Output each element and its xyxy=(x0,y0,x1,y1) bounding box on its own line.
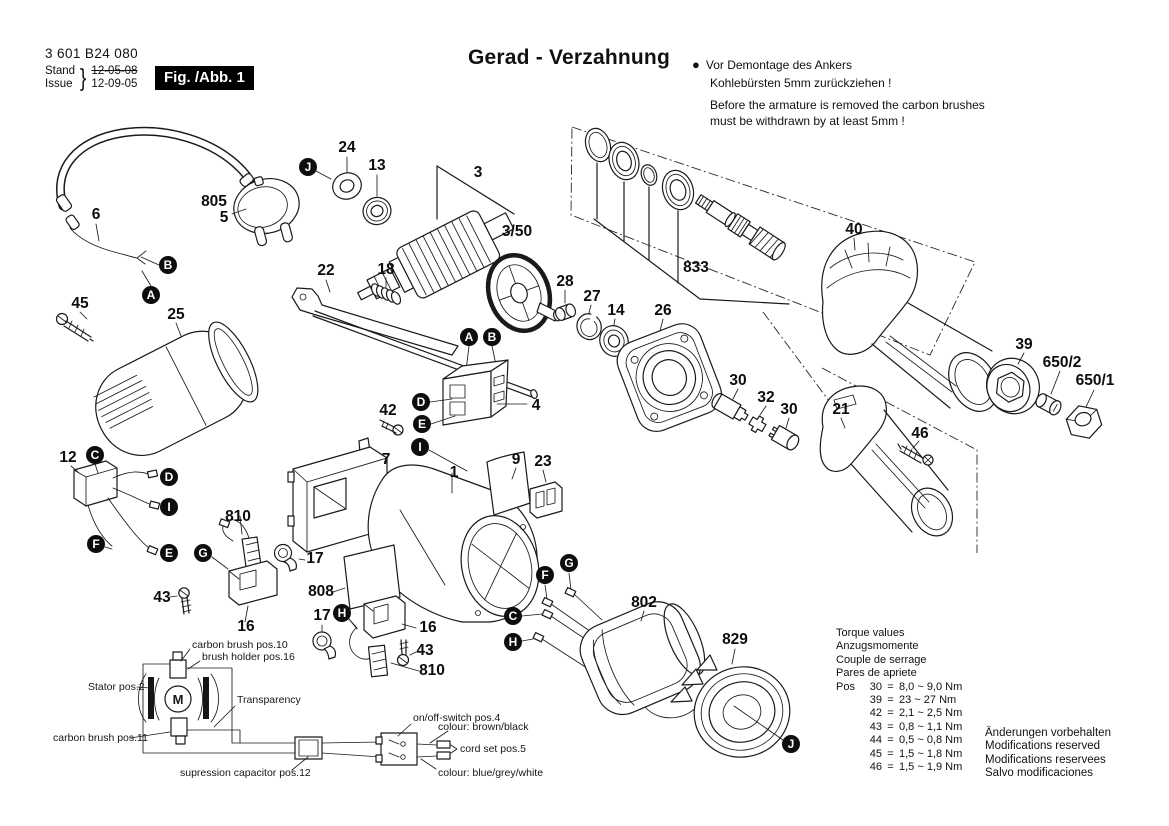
svg-text:B: B xyxy=(487,330,497,345)
badge-b-cord xyxy=(159,256,177,274)
notice-en-line2: must be withdrawn by at least 5mm ! xyxy=(710,114,905,128)
callout-650-1: 650/1 xyxy=(1075,372,1115,389)
torque-row: 44 = 0,5 ~ 0,8 Nm xyxy=(869,734,963,747)
torque-title-en: Torque values xyxy=(836,627,905,639)
badge-h-brush-right xyxy=(333,604,351,622)
badge-i-capacitor xyxy=(160,498,178,516)
svg-text:B: B xyxy=(163,258,173,273)
svg-text:E: E xyxy=(164,546,174,561)
badge-j-deflector xyxy=(782,735,800,753)
callout-24: 24 xyxy=(338,139,356,156)
spindle-shaft xyxy=(693,191,788,262)
motor-letter: M xyxy=(172,692,184,707)
torque-title-de: Anzugsmomente xyxy=(836,640,919,653)
coupling-30-left xyxy=(710,392,751,425)
callout-829: 829 xyxy=(722,631,748,648)
svg-text:H: H xyxy=(508,635,518,650)
notice-de-line1: Vor Demontage des Ankers xyxy=(705,58,852,72)
callout-45: 45 xyxy=(71,295,89,312)
footer-line-es: Salvo modificaciones xyxy=(985,767,1094,780)
stator-bar-right xyxy=(203,677,209,719)
badge-d-capacitor xyxy=(160,468,178,486)
date-new: 12-09-05 xyxy=(91,78,138,90)
badge-b-switch xyxy=(483,328,501,346)
badge-c-capacitor xyxy=(86,446,104,464)
brush-top xyxy=(170,660,186,678)
dates xyxy=(91,65,137,91)
callout-22: 22 xyxy=(317,262,335,279)
callout-12: 12 xyxy=(59,449,77,466)
callout-4: 4 xyxy=(531,397,541,414)
svg-text:F: F xyxy=(92,537,100,552)
svg-text:J: J xyxy=(304,160,312,175)
callout-42: 42 xyxy=(379,402,397,419)
mains-plug xyxy=(227,169,309,254)
notice-de-line2: Kohlebürsten 5mm zurückziehen ! xyxy=(710,76,892,90)
wiring-schematic xyxy=(53,639,543,779)
bullet-icon: ● xyxy=(692,57,700,72)
coupling-30-right xyxy=(768,424,801,452)
callout-30-left: 30 xyxy=(729,372,747,389)
callout-43-left: 43 xyxy=(153,589,171,606)
svg-text:I: I xyxy=(167,500,171,515)
badge-d-switch xyxy=(412,393,430,411)
brush-cap-17-left xyxy=(275,545,306,572)
callout-6: 6 xyxy=(91,206,101,223)
label-carbon-brush-10: carbon brush pos.10 xyxy=(192,639,288,651)
callout-802: 802 xyxy=(631,594,657,611)
screw-42 xyxy=(380,420,403,435)
badge-e-capacitor xyxy=(160,544,178,562)
callout-26: 26 xyxy=(654,302,672,319)
svg-text:D: D xyxy=(164,470,174,485)
callout-650-2: 650/2 xyxy=(1042,354,1082,371)
callout-5: 5 xyxy=(219,209,229,226)
callout-3-50: 3/50 xyxy=(501,223,533,240)
label-cord-set: cord set pos.5 xyxy=(460,743,526,755)
label-suppression-capacitor: supression capacitor pos.12 xyxy=(180,767,311,779)
svg-text:H: H xyxy=(337,606,347,621)
badge-i-switch xyxy=(411,438,429,456)
page-title: Gerad - Verzahnung xyxy=(468,46,670,69)
callout-46: 46 xyxy=(911,425,929,442)
footer-line-de: Änderungen vorbehalten xyxy=(985,727,1111,739)
badge-g-stator xyxy=(560,554,578,572)
callout-40: 40 xyxy=(845,221,863,238)
callout-23: 23 xyxy=(534,453,552,470)
torque-row: 43 = 0,8 ~ 1,1 Nm xyxy=(869,720,963,733)
callout-805: 805 xyxy=(201,193,227,210)
screw-43-right xyxy=(398,640,417,666)
badge-c-stator xyxy=(504,607,522,625)
label-transparency: Transparency xyxy=(237,694,301,706)
stator-bar-left xyxy=(148,677,154,719)
coupling-star-32 xyxy=(747,414,768,435)
torque-title-fr: Couple de serrage xyxy=(836,653,927,666)
callout-3: 3 xyxy=(473,164,483,181)
label-colour-bottom: colour: blue/grey/white xyxy=(438,767,544,779)
brush-holder-16-right xyxy=(364,596,416,638)
warning-notice xyxy=(692,56,1052,129)
footer-line-fr: Modifications reservees xyxy=(985,753,1106,766)
figure-label: Fig. /Abb. 1 xyxy=(155,66,254,90)
callout-13: 13 xyxy=(368,157,386,174)
brush-holder-16-left xyxy=(212,557,277,622)
connector-top xyxy=(437,741,450,748)
svg-text:G: G xyxy=(198,546,208,561)
rear-cover-25 xyxy=(81,314,269,470)
lock-button-23 xyxy=(530,470,562,518)
badge-g-brush-left xyxy=(194,544,212,562)
callout-7: 7 xyxy=(381,451,391,468)
bushing-28 xyxy=(554,303,577,322)
badge-a-cord xyxy=(142,286,160,304)
label-carbon-brush-11: carbon brush pos.11 xyxy=(53,732,148,744)
suppression-capacitor-12 xyxy=(74,461,160,555)
torque-row: 42 = 2,1 ~ 2,5 Nm xyxy=(869,707,963,720)
badge-f-stator xyxy=(536,566,554,584)
clamping-nut-650-1 xyxy=(1064,401,1105,443)
torque-title-es: Pares de apriete xyxy=(836,667,917,680)
badge-a-switch xyxy=(460,328,478,346)
notice-en-line1: Before the armature is removed the carbon brushes xyxy=(710,98,985,112)
svg-text:C: C xyxy=(90,448,100,463)
torque-row: 46 = 1,5 ~ 1,9 Nm xyxy=(869,761,963,774)
part-number: 3 601 B24 080 xyxy=(45,46,139,61)
label-colour-top: colour: brown/black xyxy=(438,721,529,733)
svg-text:I: I xyxy=(418,440,422,455)
bearing-flange-26 xyxy=(611,318,727,437)
switch-symbol xyxy=(381,733,417,765)
svg-text:F: F xyxy=(541,568,549,583)
stand-label: Stand xyxy=(45,65,76,77)
badge-f-capacitor xyxy=(87,535,105,553)
label-stator-2: Stator pos.2 xyxy=(88,681,145,693)
label-on-off-switch: on/off-switch pos.4 xyxy=(413,712,501,724)
screw-43-left xyxy=(170,588,191,614)
callout-27: 27 xyxy=(583,288,601,305)
stand-issue-block xyxy=(45,65,138,91)
insulating-film-9 xyxy=(487,452,530,515)
screw-45 xyxy=(57,314,94,342)
svg-text:C: C xyxy=(508,609,518,624)
svg-text:E: E xyxy=(417,417,427,432)
callout-21: 21 xyxy=(832,401,850,418)
svg-text:J: J xyxy=(787,737,795,752)
callout-14: 14 xyxy=(607,302,625,319)
callout-43-right: 43 xyxy=(416,642,434,659)
modifications-footer xyxy=(985,727,1111,781)
spindle-assembly-833 xyxy=(581,125,789,304)
callout-833: 833 xyxy=(683,259,709,276)
badge-e-switch xyxy=(413,415,431,433)
stand-issue-labels xyxy=(45,65,75,91)
label-brush-holder-16: brush holder pos.16 xyxy=(202,651,295,663)
svg-text:A: A xyxy=(146,288,156,303)
torque-row: Pos 30 = 8,0 ~ 9,0 Nm xyxy=(836,680,963,693)
callout-16-left: 16 xyxy=(237,618,255,635)
brush-bottom xyxy=(171,718,187,736)
badge-j-top xyxy=(299,158,317,176)
document-header xyxy=(45,46,138,91)
date-old: 12-05-08 xyxy=(91,65,138,77)
brush-cap-17-right xyxy=(313,625,335,659)
callout-17-left: 17 xyxy=(306,550,324,567)
bearing-13 xyxy=(359,193,395,229)
torque-row: 45 = 1,5 ~ 1,8 Nm xyxy=(869,747,963,760)
callout-810-right: 810 xyxy=(419,662,445,679)
brace-glyph: } xyxy=(80,63,87,92)
rubber-ring-24 xyxy=(329,169,366,204)
svg-text:A: A xyxy=(464,330,474,345)
callout-1: 1 xyxy=(449,464,459,481)
callout-32: 32 xyxy=(757,389,775,406)
collet-flange-39 xyxy=(978,350,1048,422)
badge-h-stator xyxy=(504,633,522,651)
callout-9: 9 xyxy=(511,451,521,468)
torque-row: 39 = 23 ~ 27 Nm xyxy=(869,694,957,707)
callout-25: 25 xyxy=(167,306,185,323)
callout-30-right: 30 xyxy=(780,401,798,418)
callout-17-right: 17 xyxy=(313,607,331,624)
callout-28: 28 xyxy=(556,273,574,290)
callout-16-right: 16 xyxy=(419,619,437,636)
connector-bottom xyxy=(437,752,450,759)
callout-808: 808 xyxy=(308,583,334,600)
issue-label: Issue xyxy=(45,78,73,90)
svg-text:G: G xyxy=(564,556,574,571)
footer-line-en: Modifications reserved xyxy=(985,740,1101,753)
callout-39: 39 xyxy=(1015,336,1033,353)
svg-text:D: D xyxy=(416,395,426,410)
torque-table xyxy=(836,627,962,774)
callout-810-left: 810 xyxy=(225,508,251,525)
screw-46 xyxy=(898,441,933,465)
callout-18: 18 xyxy=(377,261,395,278)
